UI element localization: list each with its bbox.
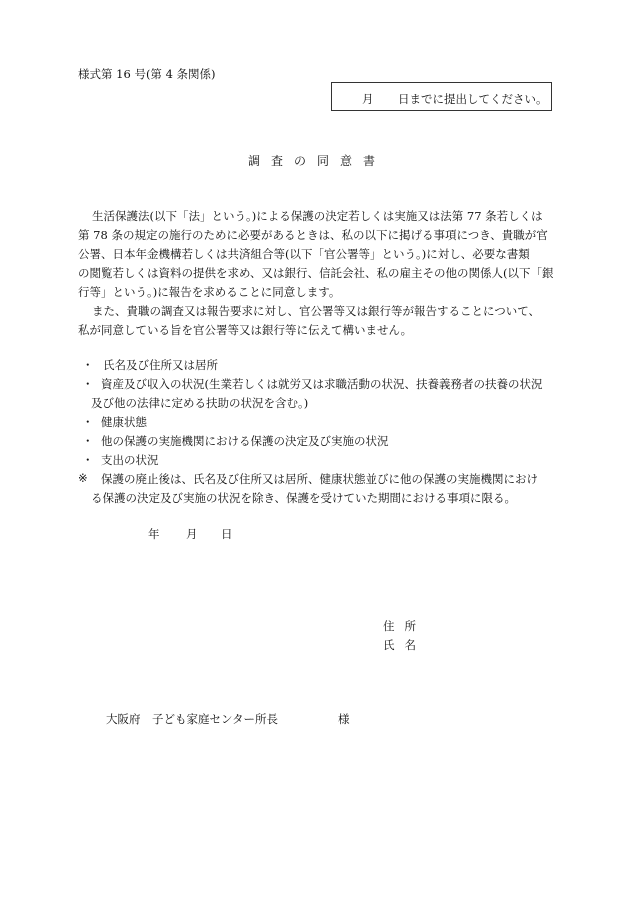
deadline-instruction: 日までに提出してください。 xyxy=(398,92,548,106)
paragraph-2-line-2: 私が同意している旨を官公署等又は銀行等に伝えて構いません。 xyxy=(78,323,413,337)
list-bullet: ・ xyxy=(82,434,94,448)
list-item-assets-income: 資産及び収入の状況(生業若しくは就労又は求職活動の状況、扶養義務者の扶養の状況 xyxy=(101,377,543,391)
paragraph-1-line-5: 行等」という。)に報告を求めることに同意します。 xyxy=(78,285,341,299)
addressee-honorific: 様 xyxy=(338,712,350,726)
list-bullet: ・ xyxy=(82,453,94,467)
address-label: 住所 xyxy=(383,619,426,633)
deadline-month-label: 月 xyxy=(362,92,374,106)
addressee-name: 大阪府 子ども家庭センター所長 xyxy=(106,712,279,726)
deadline-box xyxy=(331,82,552,111)
paragraph-1-line-3: 公署、日本年金機構若しくは共済組合等(以下「官公署等」という。)に対し、必要な書類 xyxy=(78,247,530,261)
list-item-expenditure: 支出の状況 xyxy=(101,453,159,467)
list-bullet: ・ xyxy=(82,377,94,391)
date-day-label: 日 xyxy=(221,527,233,541)
paragraph-1-line-1: 生活保護法(以下「法」という。)による保護の決定若しくは実施又は法第 77 条若しくは xyxy=(92,209,543,223)
list-item-name-address: 氏名及び住所又は居所 xyxy=(103,358,218,372)
list-bullet: ・ xyxy=(82,358,94,372)
list-bullet: ・ xyxy=(82,415,94,429)
note-line-2: る保護の決定及び実施の状況を除き、保護を受けていた期間における事項に限る。 xyxy=(91,491,517,505)
date-year-label: 年 xyxy=(148,527,160,541)
form-number: 様式第 16 号(第 4 条関係) xyxy=(78,67,216,81)
list-item-assets-income-cont: 及び他の法律に定める扶助の状況を含む。) xyxy=(91,396,309,410)
list-item-other-agencies: 他の保護の実施機関における保護の決定及び実施の状況 xyxy=(101,434,389,448)
note-mark: ※ xyxy=(78,471,88,485)
paragraph-2-line-1: また、貴職の調査又は報告要求に対し、官公署等又は銀行等が報告することについて、 xyxy=(92,304,541,318)
paragraph-1-line-4: の閲覧若しくは資料の提供を求め、又は銀行、信託会社、私の雇主その他の関係人(以下「銀 xyxy=(78,266,554,280)
document-title: 調査の同意書 xyxy=(247,154,386,168)
paragraph-1-line-2: 第 78 条の規定の施行のために必要があるときは、私の以下に掲げる事項につき、貴職が官 xyxy=(78,228,548,242)
name-label: 氏名 xyxy=(383,638,426,652)
list-item-health: 健康状態 xyxy=(101,415,147,429)
date-month-label: 月 xyxy=(186,527,198,541)
note-line-1: 保護の廃止後は、氏名及び住所又は居所、健康状態並びに他の保護の実施機関におけ xyxy=(101,472,538,486)
